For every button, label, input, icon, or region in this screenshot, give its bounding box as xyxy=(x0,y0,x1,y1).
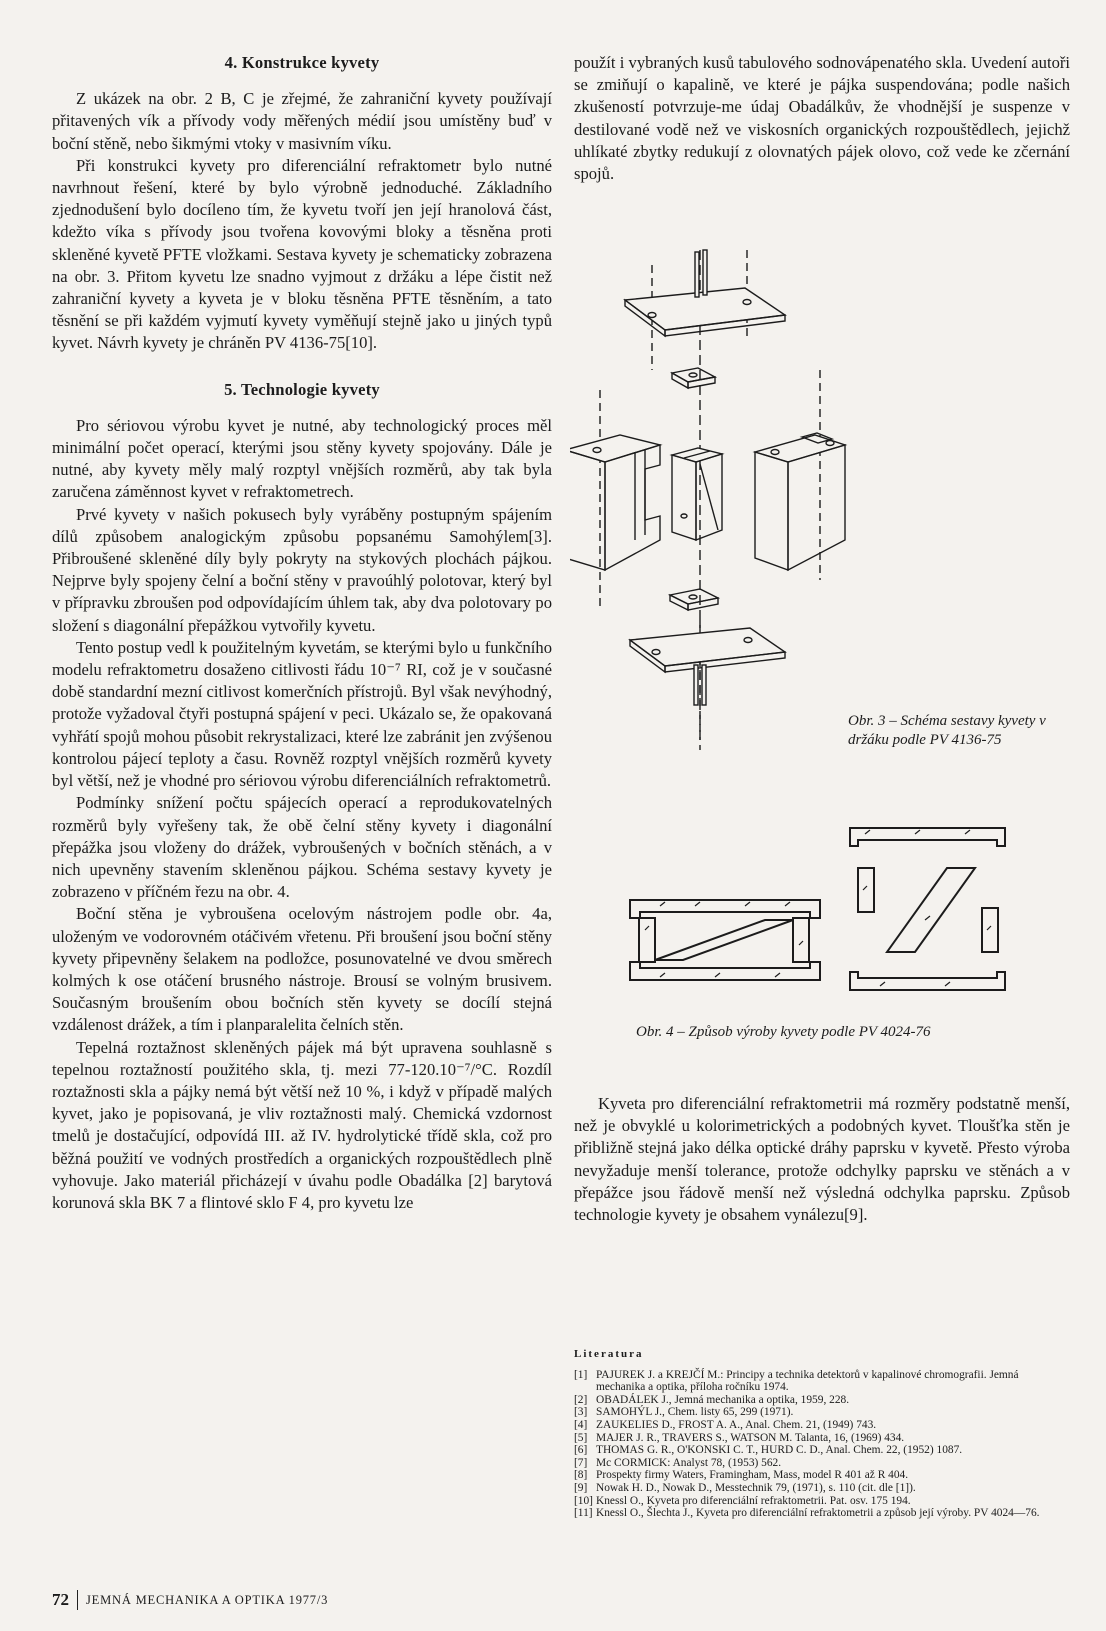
section-5-heading: 5. Technologie kyvety xyxy=(224,379,380,399)
left-column xyxy=(52,52,552,1214)
section-5-paragraph: Tepelná roztažnost skleněných pájek má být upravena souhlasně s tepelnou roztažností použitého skla, tj. mezi 77-120.10⁻⁷/°C. Rozdíl roztažnosti skla a pájky nemá být větší než 10 %, i když v případě malých kyvet, jako je popisovaná, je vliv roztažnosti malý. Chemická vzdornost tmelů je dostačující, odpovídá III. až IV. hydrolytické třídě skla, což pro běžná použití ve vodných prostředích a organických rozpouštědlech plně vyhovuje. Jako materiál přicházejí v úvahu podle Obadálka [2] barytová korunová skla BK 7 a flintové sklo F 4, pro kyvetu lze xyxy=(52,1037,552,1212)
figure-3-exploded-diagram xyxy=(570,240,870,780)
right-column-top xyxy=(574,52,1070,185)
references-title: Literatura xyxy=(574,1348,644,1360)
section-4-paragraph: Z ukázek na obr. 2 B, C je zřejmé, že zahraniční kyvety používají přitavených vík a přívody vody měřených médií jsou umístěny buď v boční stěně, nebo šikmými vtoky v masivním víku. xyxy=(52,89,552,153)
summary-paragraph: Kyveta pro diferenciální refraktometrii má rozměry podstatně menší, než je obvyklé u kolorimetrických a podobných kyvet. Tloušťka stěn je přibližně stejná jako délka optické dráhy paprsku v kyvetě. Přesto výroba nevyžaduje menší tolerance, protože odchylky paprsku ve stěnách a v přepážce jsou řádově menší než výsledná odchylka paprsku. Způsob technologie kyvety je obsahem vynálezu[9]. xyxy=(574,1094,1070,1225)
reference-item: [8] Prospekty firmy Waters, Framingham, Mass, model R 401 až R 404. xyxy=(574,1469,909,1482)
reference-item: [9] Nowak H. D., Nowak D., Messtechnik 79, (1971), s. 110 (cit. dle [1]). xyxy=(574,1481,916,1494)
reference-item: [11] Knessl O., Šlechta J., Kyveta pro diferenciální refraktometrii a způsob její výroby. PV 4024—76. xyxy=(574,1507,1040,1520)
page-footer xyxy=(52,1590,328,1610)
right-column-bottom xyxy=(574,1093,1070,1226)
section-5-paragraph: Boční stěna je vybroušena ocelovým nástrojem podle obr. 4a, uloženým ve vodorovném otáčivém vřetenu. Při broušení jsou boční stěny kyvety připevněny šelakem na podložce, posunovatelné ve dvou směrech kolmých k ose otáčení brusného nástroje. Brousí se volným brusivem. Současným broušením obou bočních stěn kyvety se docílí stejná vzdálenost drážek, a tím i planparalelita čelních stěn. xyxy=(52,904,552,1035)
reference-item: [4] ZAUKELIES D., FROST A. A., Anal. Chem. 21, (1949) 743. xyxy=(574,1418,877,1431)
section-5-paragraph: Tento postup vedl k použitelným kyvetám, se kterými bylo u funkčního modelu refraktometru dosaženo citlivosti řádu 10⁻⁷ RI, což je v současné době standardní mezní citlivost komerčních přístrojů. Byl však nevýhodný, protože vyžadoval čtyři postupná spájení v peci. Ukázalo se, že opakovaná vyhřátí spojů mohou působit rekrystalizaci, které lze zabránit jen zvýšenou kontrolou pájecí teploty a času. Rovněž rozptyl vnějších rozměrů kyvety byl větší, než je vhodné pro sériovou výrobu diferenciálních refraktometrů. xyxy=(52,637,552,791)
section-5-paragraph: Prvé kyvety v našich pokusech byly vyráběny postupným spájením dílů způsobem analogickým způsobu popsanému Samohýlem[3]. Přibroušené skleněné díly byly pokryty na stykových plochách pájkou. Nejprve byly spojeny čelní a boční stěny v pravoúhlý polotovar, který byl v přípravku zbroušen pod odpovídajícím úhlem tak, aby dva polotovary po složení s diagonální přepážkou vytvořily kyvetu. xyxy=(52,504,552,635)
cuvette-cross-section-drawing xyxy=(625,820,1015,1010)
reference-item: [6] THOMAS G. R., O'KONSKI C. T., HURD C. D., Anal. Chem. 22, (1952) 1087. xyxy=(574,1444,963,1457)
references xyxy=(574,1348,1070,1520)
reference-item: [3] SAMOHÝL J., Chem. listy 65, 299 (1971). xyxy=(574,1406,794,1419)
cuvette-assembly-drawing xyxy=(570,240,870,780)
figure-3-caption: Obr. 3 – Schéma sestavy kyvety v držáku podle PV 4136-75 xyxy=(848,713,1046,748)
reference-item: [7] Mc CORMICK: Analyst 78, (1953) 562. xyxy=(574,1456,782,1469)
reference-item: [1] PAJUREK J. a KREJČÍ M.: Principy a technika detektorů v kapalinové chromografii. Jemná mechanika a optika, příloha ročníku 1974. xyxy=(574,1368,1019,1394)
reference-item: [5] MAJER J. R., TRAVERS S., WATSON M. Talanta, 16, (1969) 434. xyxy=(574,1431,905,1444)
figure-4-caption: Obr. 4 – Způsob výroby kyvety podle PV 4024-76 xyxy=(636,1024,931,1040)
footer-divider xyxy=(77,1590,78,1610)
page-number: 72 xyxy=(52,1590,69,1609)
reference-item: [2] OBADÁLEK J., Jemná mechanika a optika, 1959, 228. xyxy=(574,1393,850,1406)
section-4-heading: 4. Konstrukce kyvety xyxy=(224,53,380,72)
figure-4-cross-section xyxy=(625,820,1015,1010)
section-5-paragraph: Podmínky snížení počtu spájecích operací a reprodukovatelných rozměrů byly vyřešeny tak, že obě čelní stěny kyvety i diagonální přepážka jsou vloženy do drážek, vybroušených v bočních stěnách, a v nich upevněny stavením skleněnou pájkou. Schéma sestavy kyvety je zobrazeno v příčném řezu na obr. 4. xyxy=(52,793,552,902)
reference-item: [10] Knessl O., Kyveta pro diferenciální refraktometrii. Pat. osv. 175 194. xyxy=(574,1494,911,1507)
journal-name: JEMNÁ MECHANIKA A OPTIKA 1977/3 xyxy=(86,1592,329,1607)
section-5-paragraph: Pro sériovou výrobu kyvet je nutné, aby technologický proces měl minimální počet operací, kterými jsou stěny kyvety spojovány. Dále je nutné, aby kyvety měly malý rozptyl vnějších rozměrů, aby tak byla zaručena záměnnost kyvet v refraktometrech. xyxy=(52,415,552,502)
continuation-paragraph: použít i vybraných kusů tabulového sodnovápenatého skla. Uvedení autoři se zmiňují o kapalině, ve které je pájka suspendována; podle našich zkušeností potvrzuje-me údaj Obadálkův, že vhodnější je suspenze v destilované vodě než ve viskosních organických rozpouštědlech, jejichž uhlíkaté zbytky redukují z olovnatých pájek olovo, což vede ke zčernání spojů. xyxy=(574,53,1070,184)
section-4-paragraph: Při konstrukci kyvety pro diferenciální refraktometr bylo nutné navrhnout řešení, které by bylo výrobně jednoduché. Základního zjednodušení bylo docíleno tím, že kyvetu tvoří jen její hranolová část, kdežto víka s přívody jsou tvořena kovovými bloky a těsněna proti skleněné kyvetě PFTE vložkami. Sestava kyvety je schematicky zobrazena na obr. 3. Přitom kyvetu lze snadno vyjmout z držáku a lépe čistit než zahraniční kyvety a kyveta je v bloku těsněna PFTE těsněním, a tato těsnění se při každém vyjmutí kyvety vyměňují stejně jako u jiných typů kyvet. Návrh kyvety je chráněn PV 4136-75[10]. xyxy=(52,155,552,353)
